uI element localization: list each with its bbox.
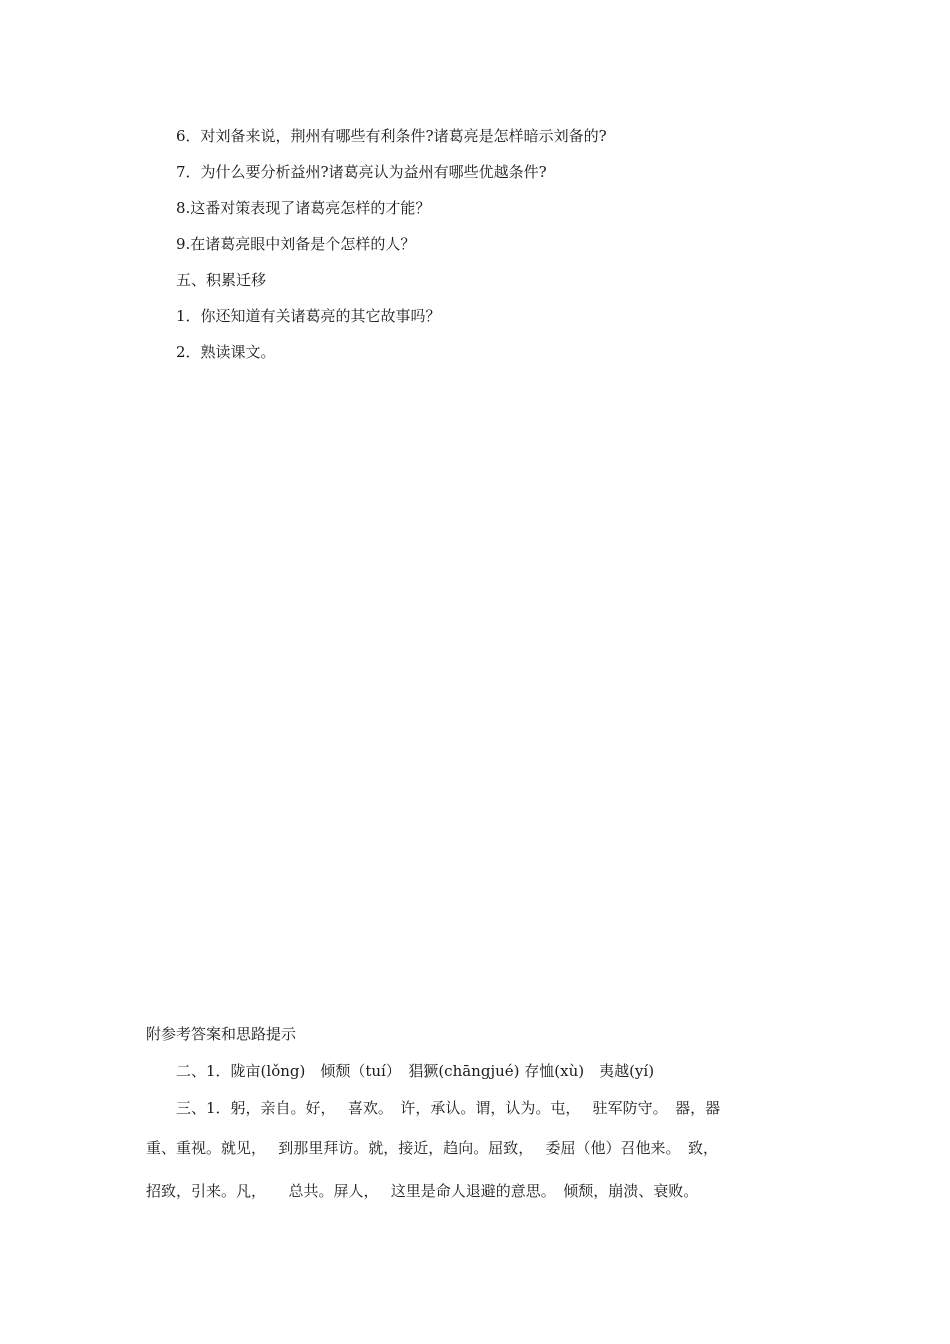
answer-line-1: 二、1．陇亩(lǒng) 倾颓（tuí） 猖獗(chāngjué) 存恤(xù) 夷越(yí) (176, 1062, 655, 1080)
question-9: 9.在诸葛亮眼中刘备是个怎样的人？ (176, 235, 416, 253)
question-7: 7．为什么要分析益州?诸葛亮认为益州有哪些优越条件? (176, 163, 547, 181)
answer-line-3: 重、重视。就见， 到那里拜访。就，接近，趋向。屈致， 委屈（他）召他来。 致， (146, 1139, 719, 1157)
section-5-item-1: 1．你还知道有关诸葛亮的其它故事吗？ (176, 307, 441, 325)
section-5-heading: 五、积累迁移 (176, 271, 267, 289)
question-6: 6．对刘备来说，荆州有哪些有利条件?诸葛亮是怎样暗示刘备的? (176, 127, 607, 145)
section-5-item-2: 2．熟读课文。 (176, 343, 276, 361)
answer-line-2: 三、1．躬，亲自。好， 喜欢。 许，承认。谓，认为。屯， 驻军防守。 器，器 (176, 1099, 721, 1117)
answer-line-4: 招致，引来。凡， 总共。屏人， 这里是命人退避的意思。 倾颓，崩溃、衰败。 (146, 1182, 699, 1200)
question-8: 8.这番对策表现了诸葛亮怎样的才能？ (176, 199, 431, 217)
answers-heading: 附参考答案和思路提示 (146, 1025, 297, 1043)
